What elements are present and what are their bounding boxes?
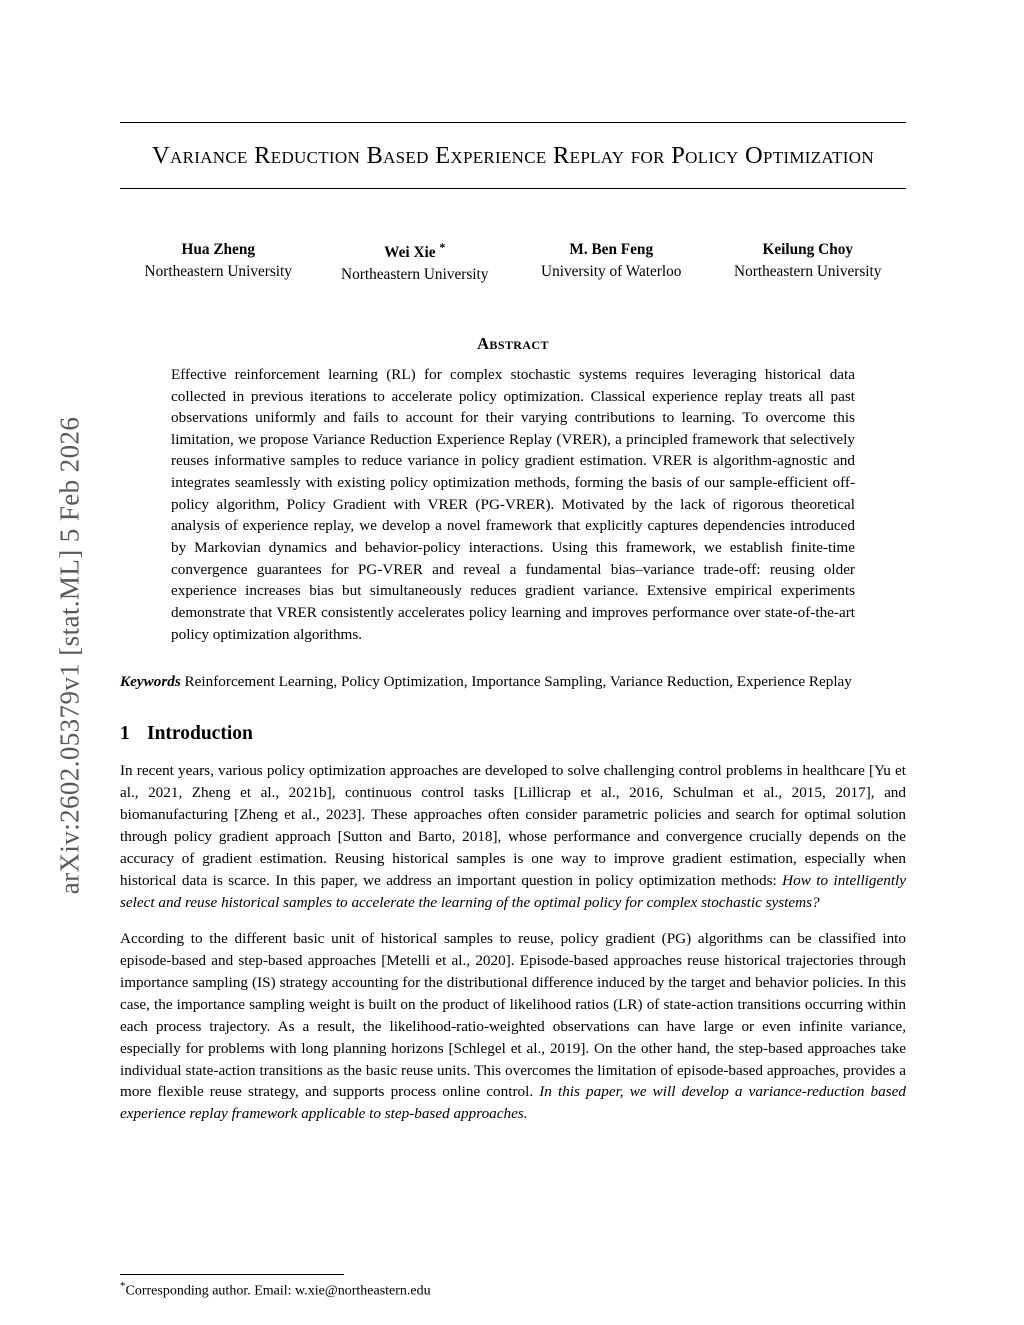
paper-content: [120, 122, 907, 1299]
footnote-text: Corresponding author. Email: w.xie@northeastern.edu: [125, 1283, 431, 1299]
footnote-marker: *: [120, 1280, 126, 1292]
footnote-separator: [120, 1274, 344, 1275]
author-affiliation: Northeastern University: [144, 263, 292, 281]
author-name: Keilung Choy: [762, 241, 854, 259]
author-name: [317, 239, 514, 264]
arxiv-stamp-text: arXiv:2602.05379v1 [stat.ML] 5 Feb 2026: [54, 416, 85, 895]
corresponding-author-marker: *: [439, 240, 446, 255]
footnote: [120, 1279, 906, 1301]
paragraph-text: In recent years, various policy optimization approaches are developed to solve challenging control problems in healthcare [Yu et al., 2021, Zheng et al., 2021b], continuous control tasks [Lillicrap et al., 2016, Schulman et al., 2015, 2017], and biomanufacturing [Zheng et al., 2023]. These approaches often consider parametric policies and search for optimal solution through policy gradient approach [Sutton and Barto, 2018], whose performance and convergence crucially depends on the accuracy of gradient estimation. Reusing historical samples is one way to improve gradient estimation, especially when historical data is scarce. In this paper, we address an important question in policy optimization methods:: [120, 762, 906, 889]
author-entry: [513, 239, 710, 286]
arxiv-stamp: [0, 0, 120, 1325]
author-name: Hua Zheng: [181, 241, 256, 259]
keywords-line: [120, 671, 906, 693]
title-rule-top: [120, 122, 906, 123]
author-affiliation: Northeastern University: [734, 263, 882, 281]
author-list: [120, 239, 906, 286]
author-entry: [710, 239, 907, 286]
paper-page: [120, 0, 1024, 1325]
author-affiliation: Northeastern University: [341, 266, 489, 284]
abstract-heading: Abstract: [477, 333, 549, 353]
paragraph: [120, 760, 906, 914]
paragraph-emphasis: In this paper, we will develop a variance-reduction based experience replay framework applicable to step-based approaches.: [120, 1083, 906, 1123]
author-entry: [317, 239, 514, 286]
paragraph-emphasis: How to intelligently select and reuse historical samples to accelerate the learning of the optimal policy for complex stochastic systems?: [120, 871, 907, 911]
section-number: 1: [120, 723, 130, 745]
paragraph: [120, 928, 906, 1126]
author-name-text: Wei Xie: [384, 244, 436, 262]
section-title: Introduction: [147, 723, 253, 745]
author-name: M. Ben Feng: [569, 241, 654, 259]
title-rule-bottom: [120, 188, 906, 189]
author-entry: [120, 239, 317, 286]
keywords-text: Reinforcement Learning, Policy Optimization, Importance Sampling, Variance Reduction, Experience Replay: [184, 673, 852, 691]
keywords-label: Keywords: [120, 673, 181, 691]
page-title: Variance Reduction Based Experience Replay for Policy Optimization: [152, 142, 874, 169]
paragraph-text: According to the different basic unit of historical samples to reuse, policy gradient (PG) algorithms can be classified into episode-based and step-based approaches [Metelli et al., 2020]. Episode-based approaches reuse historical trajectories through importance sampling (IS) strategy accounting for the distributional difference induced by the target and behavior policies. In this case, the importance sampling weight is built on the product of likelihood ratios (LR) of state-action transitions occurring within each process trajectory. As a result, the likelihood-ratio-weighted observations can have large or even infinite variance, especially for problems with long planning horizons [Schlegel et al., 2019]. On the other hand, the step-based approaches take individual state-action transitions as the basic reuse units. This overcomes the limitation of episode-based approaches, provides a more flexible reuse strategy, and supports process online control.: [120, 929, 906, 1101]
abstract-body: Effective reinforcement learning (RL) for complex stochastic systems requires leveraging historical data collected in previous iterations to accelerate policy optimization. Classical experience replay treats all past observations uniformly and fails to account for their varying contributions to learning. To overcome this limitation, we propose Variance Reduction Experience Replay (VRER), a principled framework that selectively reuses informative samples to reduce variance in policy gradient estimation. VRER is algorithm-agnostic and integrates seamlessly with existing policy optimization methods, forming the basis of our sample-efficient off-policy algorithm, Policy Gradient with VRER (PG-VRER). Motivated by the lack of rigorous theoretical analysis of experience replay, we develop a novel framework that explicitly captures dependencies introduced by Markovian dynamics and behavior-policy interactions. Using this framework, we establish finite-time convergence guarantees for PG-VRER and reveal a fundamental bias–variance trade-off: reusing older experience increases bias but simultaneously reduces gradient variance. Extensive empirical experiments demonstrate that VRER consistently accelerates policy learning and improves performance over state-of-the-art policy optimization algorithms.: [171, 365, 855, 643]
section-heading-introduction: [120, 723, 906, 745]
author-affiliation: University of Waterloo: [541, 263, 682, 281]
